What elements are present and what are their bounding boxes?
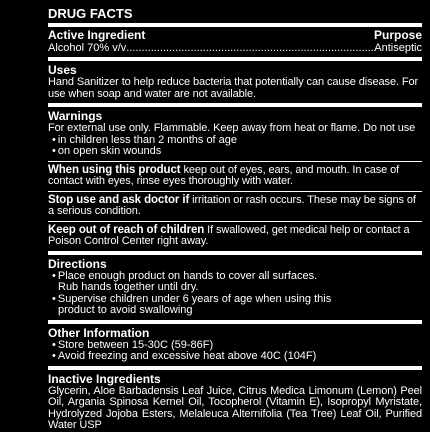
- warnings-text: For external use only. Flammable. Keep away from heat or flame. Do not use: [48, 122, 416, 134]
- directions-item: • Supervise children under 6 years of age when using this: [48, 294, 422, 306]
- active-ingredient-heading: Active Ingredient: [48, 28, 146, 42]
- other-info-heading: Other Information: [48, 325, 150, 340]
- directions-item-continued: Rub hands together until dry.: [58, 281, 199, 293]
- dot-leader: [126, 42, 374, 54]
- when-using-section: [48, 162, 422, 188]
- warnings-section: [48, 107, 422, 158]
- purpose-heading: Purpose: [373, 28, 422, 42]
- active-ingredient-value: Alcohol 70% v/v: [48, 42, 127, 54]
- directions-item-continued: product to avoid swallowing: [58, 304, 193, 316]
- purpose-value: Antiseptic: [374, 42, 422, 54]
- stop-use-body: irritation or rash occurs. These may be signs of a serious condition.: [48, 193, 416, 217]
- active-ingredient-header: [48, 29, 422, 42]
- drug-facts-panel: [48, 0, 422, 432]
- stop-use-section: [48, 192, 422, 218]
- directions-item: • Place enough product on hands to cover all surfaces.: [48, 271, 422, 283]
- active-ingredient-row: [48, 42, 422, 54]
- warnings-heading: Warnings: [48, 109, 103, 123]
- uses-section: [48, 61, 422, 100]
- other-info-section: [48, 324, 422, 363]
- warnings-item: • on open skin wounds: [48, 146, 422, 158]
- other-info-item: • Avoid freezing and excessive heat above 40C (104F): [48, 351, 422, 363]
- stop-use-text: [48, 195, 422, 218]
- when-using-lead: When using this product: [48, 163, 181, 176]
- uses-heading: Uses: [48, 63, 77, 77]
- keep-out-text: [48, 225, 422, 248]
- stop-use-lead: Stop use and ask doctor if: [48, 193, 190, 206]
- inactive-heading: Inactive Ingredients: [48, 371, 161, 386]
- uses-text: Hand Sanitizer to help reduce bacteria that potentially can cause disease. For use when soap and water are not available.: [48, 76, 419, 100]
- drug-facts-title: DRUG FACTS: [48, 6, 422, 27]
- directions-heading: Directions: [48, 256, 107, 271]
- other-info-item: • Store between 15-30C (59-86F): [48, 340, 422, 352]
- when-using-body: keep out of eyes, ears, and mouth. In case of contact with eyes, rinse eyes thoroughly with water.: [48, 163, 400, 187]
- directions-section: [48, 255, 422, 317]
- inactive-section: [48, 370, 422, 432]
- warnings-item: • in children less than 2 months of age: [48, 135, 422, 147]
- keep-out-body: If swallowed, get medical help or contact a Poison Control Center right away.: [48, 223, 410, 247]
- keep-out-lead: Keep out of reach of children: [48, 223, 205, 236]
- when-using-text: [48, 165, 422, 188]
- inactive-text: Glycerin, Aloe Barbadensis Leaf Juice, Citrus Medica Limonum (Lemon) Peel Oil, Argania Spinosa Kernel Oil, Tocopherol (Vitamin E), Isopropyl Myristate, Hydrolyzed Jojoba Esters, Melaleuca Alternifolia (Tea Tree) Leaf Oil, Purified Water USP: [48, 384, 422, 431]
- keep-out-section: [48, 222, 422, 248]
